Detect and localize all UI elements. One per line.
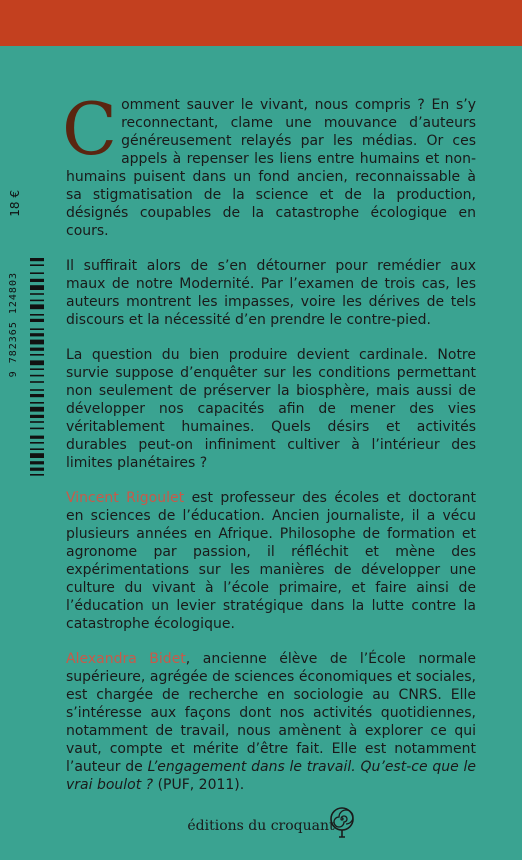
barcode-bar <box>30 415 44 418</box>
book-title: L’engagement dans le travail. Qu’est-ce que le vrai boulot ? <box>66 759 476 793</box>
barcode-bar <box>30 319 44 322</box>
barcode-bar <box>30 285 44 290</box>
spiral-tree-logo-icon <box>327 806 357 838</box>
barcode-bar <box>30 328 44 330</box>
barcode-bar <box>30 264 44 266</box>
blurb-paragraph-1-text: omment sauver le vivant, nous compris ? En s’y reconnectant, clame une mouvance d’auteurs généreusement relayés par les médias. Or ces appels à repenser les liens entre humains et non-humains puisent dans un fond ancien, reconnaissable à sa stigmatisation de la science et de la production, désignés coupables de la catastrophe écologique en cours. <box>66 97 476 239</box>
barcode-bar <box>30 474 44 476</box>
barcode-bar <box>30 428 44 430</box>
price-label: 18 € <box>8 190 22 217</box>
barcode-bar <box>30 304 44 309</box>
barcode-bar <box>30 354 44 356</box>
barcode-bar <box>30 436 44 439</box>
barcode-bar <box>30 389 44 391</box>
barcode-bar <box>30 448 44 450</box>
barcode-bar <box>30 258 44 261</box>
isbn-number: 9 782365 124803 <box>8 272 19 378</box>
barcode-bar <box>30 407 44 412</box>
barcode-bar <box>30 375 44 377</box>
barcode-bar <box>30 340 44 345</box>
author-bio-text: , ancienne élève de l’École normale supérieure, agrégée de sciences économiques et sociales, est chargée de recherche en sociologie au CNRS. Elle s’intéresse aux façons dont nos activités quotidiennes, notamment de travail, nous amènent à explorer ce qui vaut, compte et mérite d’être fait. Elle est notamment l’auteur de <box>66 651 476 775</box>
barcode-bar <box>30 279 44 282</box>
barcode-bar <box>30 293 44 295</box>
barcode-bar <box>30 394 44 397</box>
top-color-band <box>0 0 522 46</box>
barcode-bar <box>30 461 44 464</box>
drop-cap: C <box>62 87 118 171</box>
barcode-bar <box>30 300 44 302</box>
barcode-bar <box>30 272 44 274</box>
barcode-bar <box>30 421 44 423</box>
barcode-bar <box>30 360 44 365</box>
blurb-paragraph-3: La question du bien produire devient cardinale. Notre survie suppose d’enquêter sur les conditions permettant non seulement de préserver la biosphère, mais aussi de développer nos capacités afin de mener des vies véritablement humaines. Quels désirs et activités durables peut-on infiniment cultiver à l’intérieur des limites planétaires ? <box>66 347 476 471</box>
author-name: Alexandra Bidet <box>66 651 186 667</box>
author-bio-1 <box>66 489 476 633</box>
author-bio-2 <box>66 650 476 794</box>
book-reference: (PUF, 2011). <box>153 777 245 793</box>
back-cover-text <box>62 87 477 811</box>
barcode-bar <box>30 468 44 471</box>
author-name: Vincent Rigoulet <box>66 490 185 506</box>
barcode-bar <box>30 381 44 383</box>
publisher-name: éditions du croquant <box>187 818 335 834</box>
barcode-bar <box>30 402 44 404</box>
barcode-bar <box>30 442 44 444</box>
barcode-bar <box>30 453 44 458</box>
barcode-bar <box>30 333 44 336</box>
barcode-bar <box>30 348 44 351</box>
blurb-paragraph-1 <box>62 87 476 240</box>
barcode-bar <box>30 314 44 316</box>
blurb-paragraph-2: Il suffirait alors de s’en détourner pour remédier aux maux de notre Modernité. Par l’examen de trois cas, les auteurs montrent les impasses, voire les dérives de tels discours et la nécessité d’en prendre le contre-pied. <box>66 258 476 328</box>
author-bio-text: est professeur des écoles et doctorant en sciences de l’éducation. Ancien journaliste, il a vécu plusieurs années en Afrique. Philosophe de formation et agronome par passion, il réfléchit et mène des expérimentations sur les manières de développer une culture du vivant à l’école primaire, et faire ainsi de l’éducation un levier stratégique dans la lutte contre la catastrophe écologique. <box>66 490 477 632</box>
barcode-bar <box>30 368 44 370</box>
